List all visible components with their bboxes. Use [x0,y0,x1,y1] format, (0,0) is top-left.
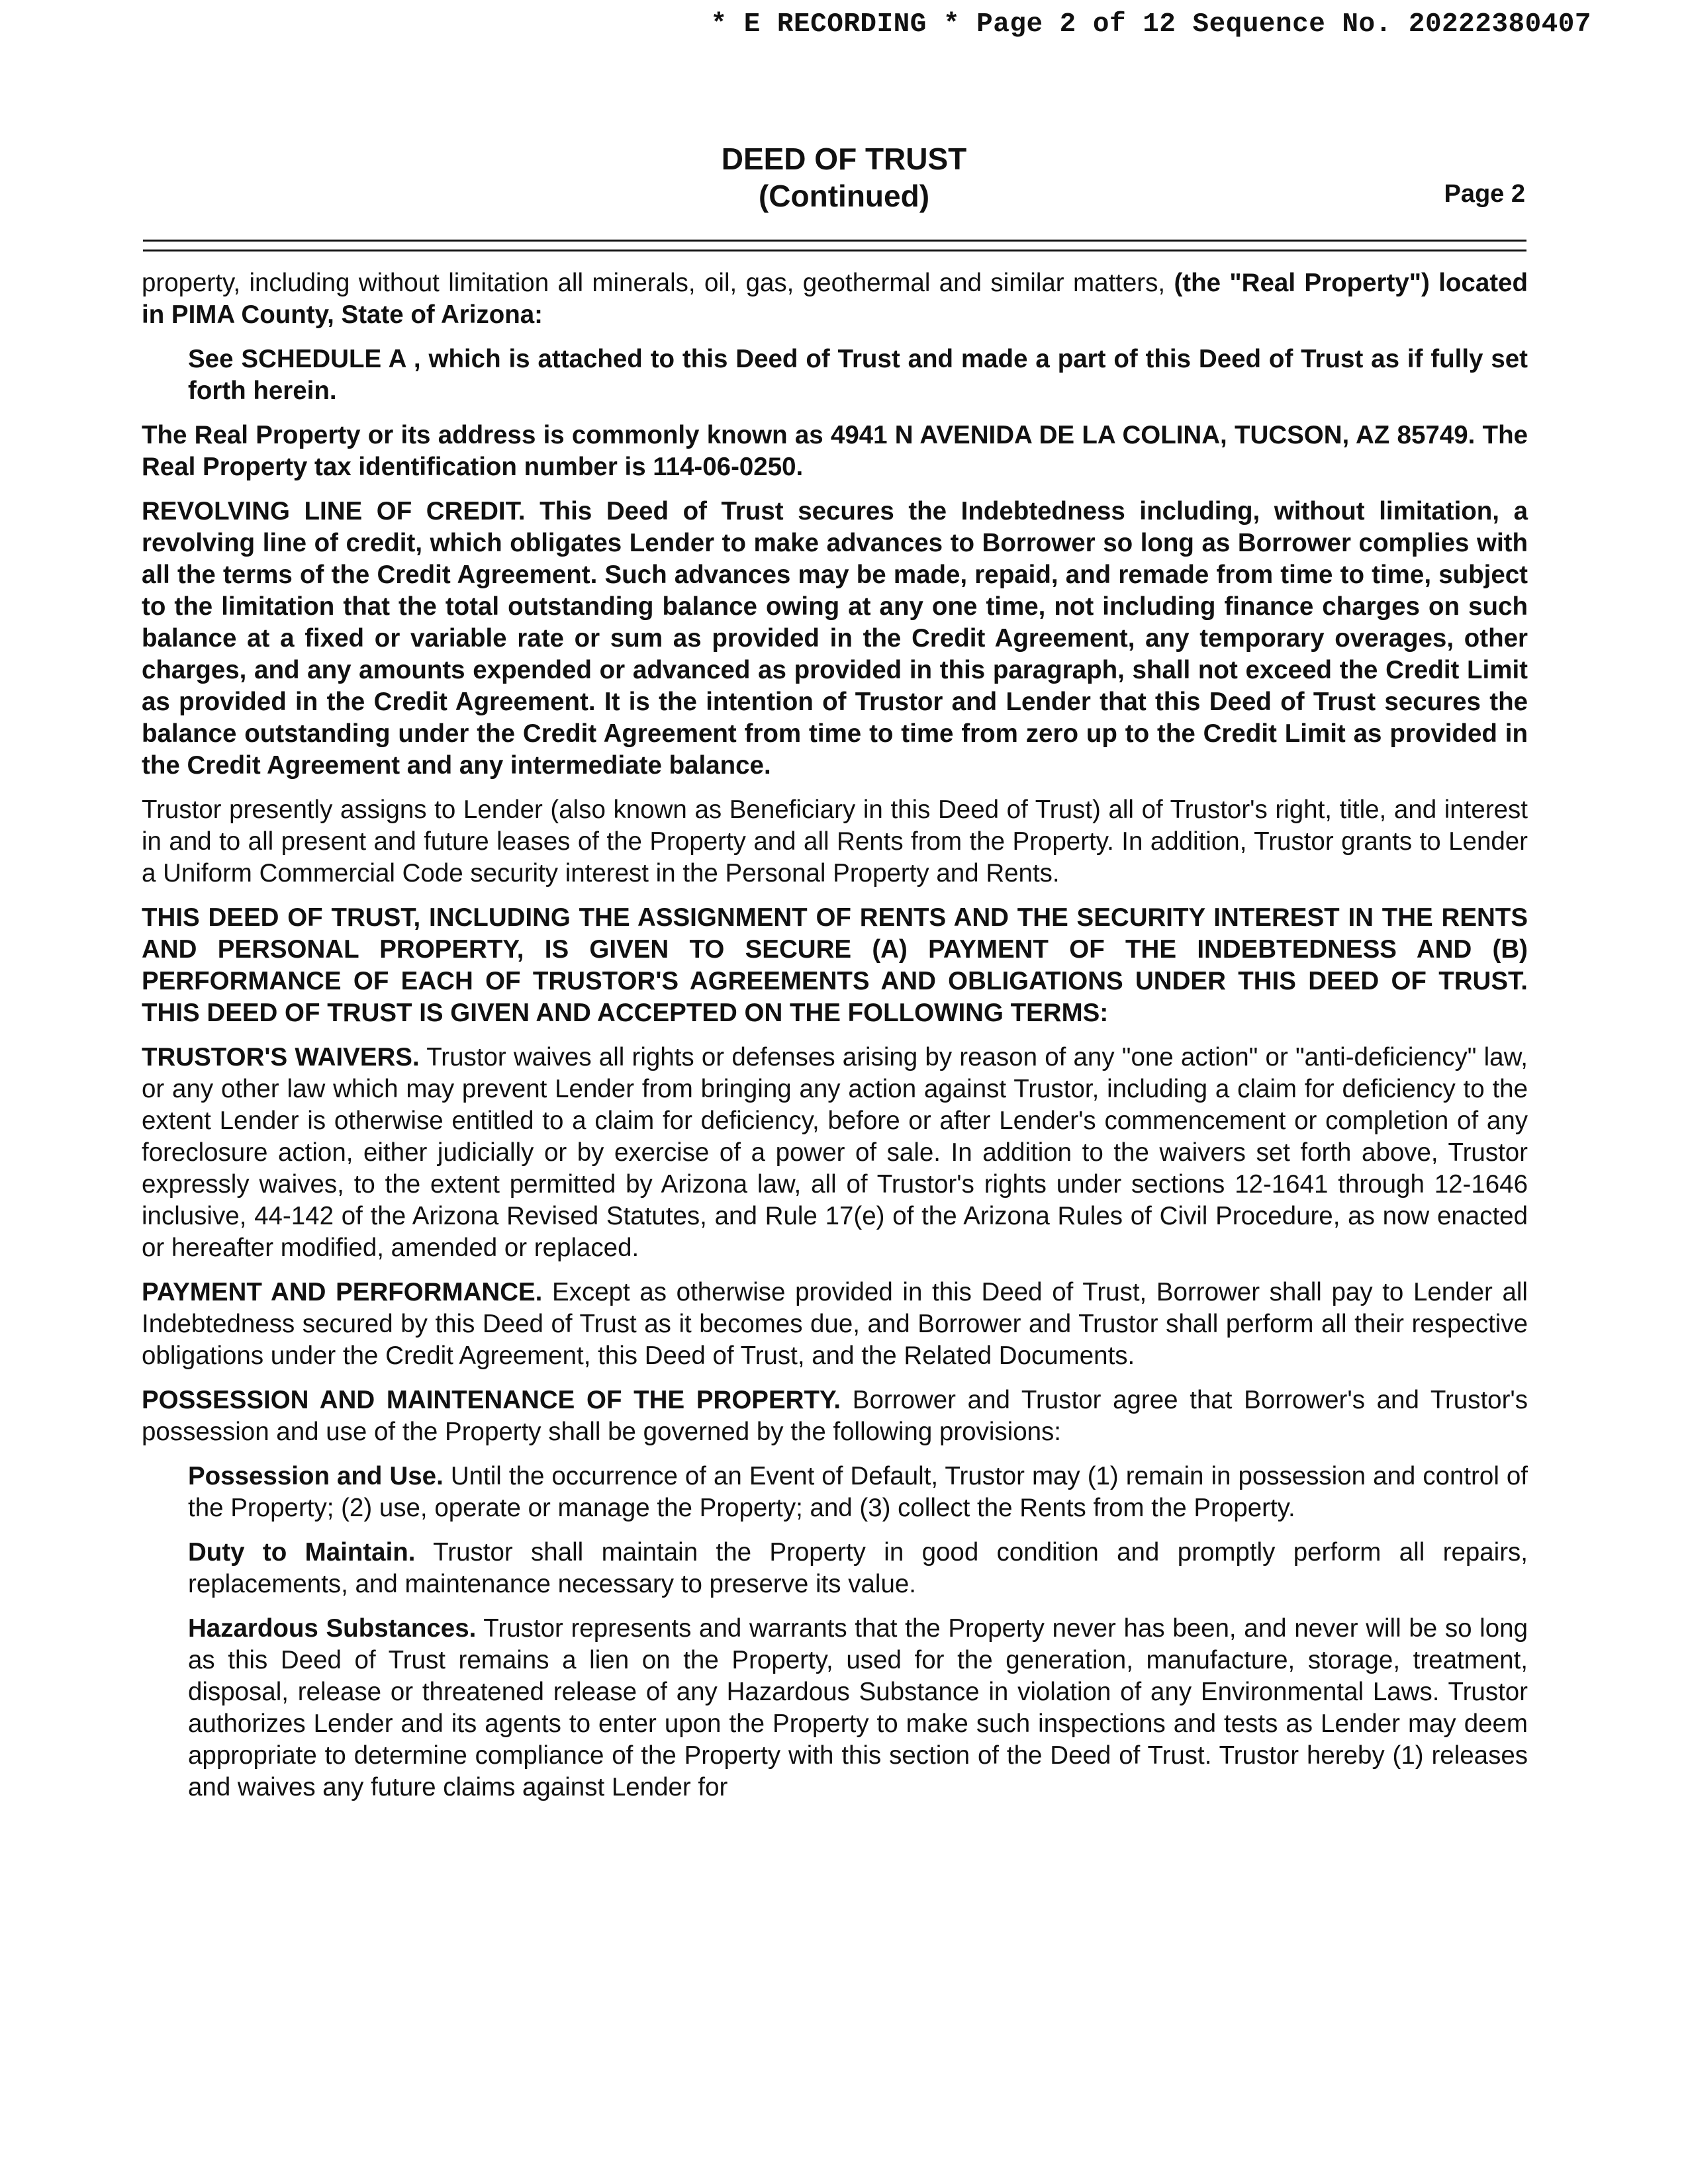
section-text: Except as otherwise provided in this Deed of Trust, Borrower shall pay to Lender all Indebtedness secured by this Deed of Trust as it becomes due, and Borrower and Trustor shall perform all their respective obligations under the Credit Agreement, this Deed of Trust, and the Related Documents. [142,1278,1528,1370]
paragraph-security-terms: THIS DEED OF TRUST, INCLUDING THE ASSIGNMENT OF RENTS AND THE SECURITY INTEREST IN THE RENTS AND PERSONAL PROPERTY, IS GIVEN TO SECURE (A) PAYMENT OF THE INDEBTEDNESS AND (B) PERFORMANCE OF EACH OF TRUSTOR'S AGREEMENTS AND OBLIGATIONS UNDER THIS DEED OF TRUST. THIS DEED OF TRUST IS GIVEN AND ACCEPTED ON THE FOLLOWING TERMS: [142,903,1528,1027]
section-heading: PAYMENT AND PERFORMANCE. [142,1278,543,1306]
section-text: Trustor waives all rights or defenses arising by reason of any "one action" or "anti-deficiency" law, or any other law which may prevent Lender from bringing any action against Trustor, including a claim for deficiency to the extent Lender is otherwise entitled to a claim for deficiency, before or after Lender's commencement or completion of any foreclosure action, either judicially or by exercise of a power of sale. In addition to the waivers set forth above, Trustor expressly waives, to the extent permitted by Arizona law, all of Trustor's rights under sections 12-1641 through 12-1646 inclusive, 44-142 of the Arizona Revised Statutes, and Rule 17(e) of the Arizona Rules of Civil Procedure, as now enacted or hereafter modified, amended or replaced. [142,1043,1528,1262]
subsection-heading: Hazardous Substances. [188,1614,477,1643]
header-rule-bottom [143,250,1526,251]
paragraph-property-address: The Real Property or its address is commonly known as 4941 N AVENIDA DE LA COLINA, TUCSON, AZ 85749. The Real Property tax identification number is 114-06-0250. [142,421,1528,481]
paragraph-bold-text: (the "Real Property") located in PIMA County, State of Arizona: [142,269,1528,329]
header-rule-top [143,240,1526,242]
subsection-text: Until the occurrence of an Event of Default, Trustor may (1) remain in possession and control of the Property; (2) use, operate or manage the Property; and (3) collect the Rents from the Property. [188,1462,1528,1522]
paragraph-real-property [142,267,1528,331]
paragraph-revolving-credit: REVOLVING LINE OF CREDIT. This Deed of Trust secures the Indebtedness including, without limitation, a revolving line of credit, which obligates Lender to make advances to Borrower so long as Borrower complies with all the terms of the Credit Agreement. Such advances may be made, repaid, and remade from time to time, subject to the limitation that the total outstanding balance owing at any one time, not including finance charges on such balance at a fixed or variable rate or sum as provided in the Credit Agreement, any temporary overages, other charges, and any amounts expended or advanced as provided in this paragraph, shall not exceed the Credit Limit as provided in the Credit Agreement. It is the intention of Trustor and Lender that this Deed of Trust secures the balance outstanding under the Credit Agreement from time to time from zero up to the Credit Limit as provided in the Credit Agreement and any intermediate balance. [142,497,1528,780]
paragraph-possession-use [188,1461,1528,1524]
document-title: DEED OF TRUST [721,142,967,176]
section-heading: TRUSTOR'S WAIVERS. [142,1043,420,1071]
recording-stamp: * E RECORDING * Page 2 of 12 Sequence No. 20222380407 [710,9,1591,40]
subsection-text: Trustor shall maintain the Property in good condition and promptly perform all repairs, replacements, and maintenance necessary to preserve its value. [188,1538,1528,1598]
subsection-heading: Duty to Maintain. [188,1538,416,1567]
document-title-block [0,140,1688,214]
document-body [142,267,1528,1816]
subsection-heading: Possession and Use. [188,1462,444,1490]
paragraph-payment-performance [142,1277,1528,1372]
paragraph-hazardous-substances [188,1613,1528,1803]
paragraph-assignment: Trustor presently assigns to Lender (also known as Beneficiary in this Deed of Trust) all of Trustor's right, title, and interest in and to all present and future leases of the Property and all Rents from the Property. In addition, Trustor grants to Lender a Uniform Commercial Code security interest in the Personal Property and Rents. [142,796,1528,887]
document-subtitle: (Continued) [758,179,930,213]
paragraph-trustors-waivers [142,1042,1528,1264]
subsection-text: Trustor represents and warrants that the Property never has been, and never will be so long as this Deed of Trust remains a lien on the Property, used for the generation, manufacture, storage, treatment, disposal, release or threatened release of any Hazardous Substance in violation of any Environmental Laws. Trustor authorizes Lender and its agents to enter upon the Property to make such inspections and tests as Lender may deem appropriate to determine compliance of the Property with this section of the Deed of Trust. Trustor hereby (1) releases and waives any future claims against Lender for [188,1614,1528,1801]
page-number: Page 2 [1444,180,1525,208]
paragraph-text: property, including without limitation all minerals, oil, gas, geothermal and similar matters, [142,269,1166,297]
section-text: Borrower and Trustor agree that Borrower's and Trustor's possession and use of the Property shall be governed by the following provisions: [142,1386,1528,1446]
section-heading: POSSESSION AND MAINTENANCE OF THE PROPERTY. [142,1386,841,1414]
paragraph-schedule-a: See SCHEDULE A , which is attached to this Deed of Trust and made a part of this Deed of Trust as if fully set forth herein. [188,345,1528,405]
paragraph-possession-maintenance [142,1385,1528,1448]
paragraph-duty-to-maintain [188,1537,1528,1600]
